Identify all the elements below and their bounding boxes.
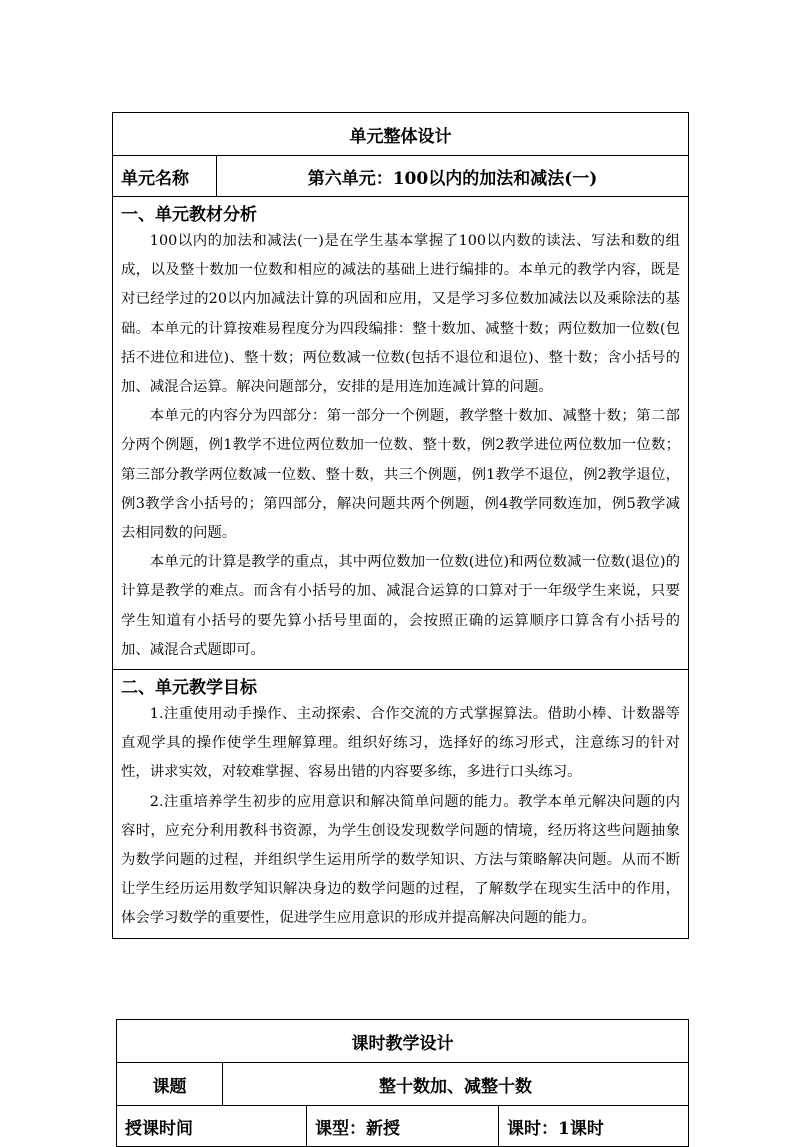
analysis-paragraph: 本单元的内容分为四部分：第一部分一个例题，教学整十数加、减整十数；第二部分两个例题，例1教学不进位两位数加一位数、整十数，例2教学进位两位数加一位数；第三部分教学两位数减一位数、整十数，共三个例题，例1教学不退位，例2教学退位，例3教学含小括号的；第四部分，解决问题共两个例题，例4教学同数连加，例5教学减去相同数的问题。 — [121, 408, 680, 542]
lesson-title: 课时教学设计 — [117, 1020, 689, 1063]
unit-name-value: 第六单元：100以内的加法和减法(一) — [217, 156, 689, 197]
section-analysis-heading: 一、单元教材分析 — [121, 205, 257, 225]
lesson-time-label: 授课时间 — [117, 1106, 307, 1147]
section-analysis-row — [113, 197, 689, 670]
lesson-type-label: 课型：新授 — [307, 1106, 499, 1147]
analysis-paragraph: 本单元的计算是教学的重点，其中两位数加一位数(进位)和两位数减一位数(退位)的计算是教学的难点。而含有小括号的加、减混合运算的口算对于一年级学生来说，只要学生知道有小括号的要先算小括号里面的，会按照正确的运算顺序口算含有小括号的加、减混合式题即可。 — [121, 554, 680, 658]
lesson-design-table — [116, 1019, 689, 1147]
lesson-title-row — [117, 1020, 689, 1063]
section-goals-row — [113, 670, 689, 939]
unit-name-row — [113, 156, 689, 197]
unit-design-table — [112, 112, 689, 939]
unit-title: 单元整体设计 — [113, 113, 689, 156]
lesson-hours-label: 课时：1课时 — [499, 1106, 689, 1147]
unit-title-row — [113, 113, 689, 156]
analysis-paragraph: 100以内的加法和减法(一)是在学生基本掌握了100以内数的读法、写法和数的组成，以及整十数加一位数和相应的减法的基础上进行编排的。本单元的教学内容，既是对已经学过的20以内加减法计算的巩固和应用，又是学习多位数加减法以及乘除法的基础。本单元的计算按难易程度分为四段编排：整十数加、减整十数；两位数加一位数(包括不进位和进位)、整十数；两位数减一位数(包括不退位和退位)、整十数；含小括号的加、减混合运算。解决问题部分，安排的是用连加连减计算的问题。 — [121, 233, 680, 396]
section-goals — [113, 670, 689, 939]
lesson-topic-row — [117, 1063, 689, 1106]
lesson-info-row — [117, 1106, 689, 1147]
section-goals-heading: 二、单元教学目标 — [121, 678, 257, 699]
unit-name-label: 单元名称 — [113, 156, 217, 197]
goal-paragraph: 2.注重培养学生初步的应用意识和解决简单问题的能力。教学本单元解决问题的内容时，应充分利用教科书资源，为学生创设发现数学问题的情境，经历将这些问题抽象为数学问题的过程，并组织学生运用所学的数学知识、方法与策略解决问题。从而不断让学生经历运用数学知识解决身边的数学问题的过程，了解数学在现实生活中的作用，体会学习数学的重要性，促进学生应用意识的形成并提高解决问题的能力。 — [121, 793, 680, 927]
lesson-topic-value: 整十数加、减整十数 — [223, 1063, 689, 1106]
section-analysis — [113, 197, 689, 670]
lesson-topic-label: 课题 — [117, 1063, 223, 1106]
goal-paragraph: 1.注重使用动手操作、主动探索、合作交流的方式掌握算法。借助小棒、计数器等直观学具的操作使学生理解算理。组织好练习，选择好的练习形式，注意练习的针对性，讲求实效，对较难掌握、容易出错的内容要多练，多进行口头练习。 — [121, 706, 680, 781]
